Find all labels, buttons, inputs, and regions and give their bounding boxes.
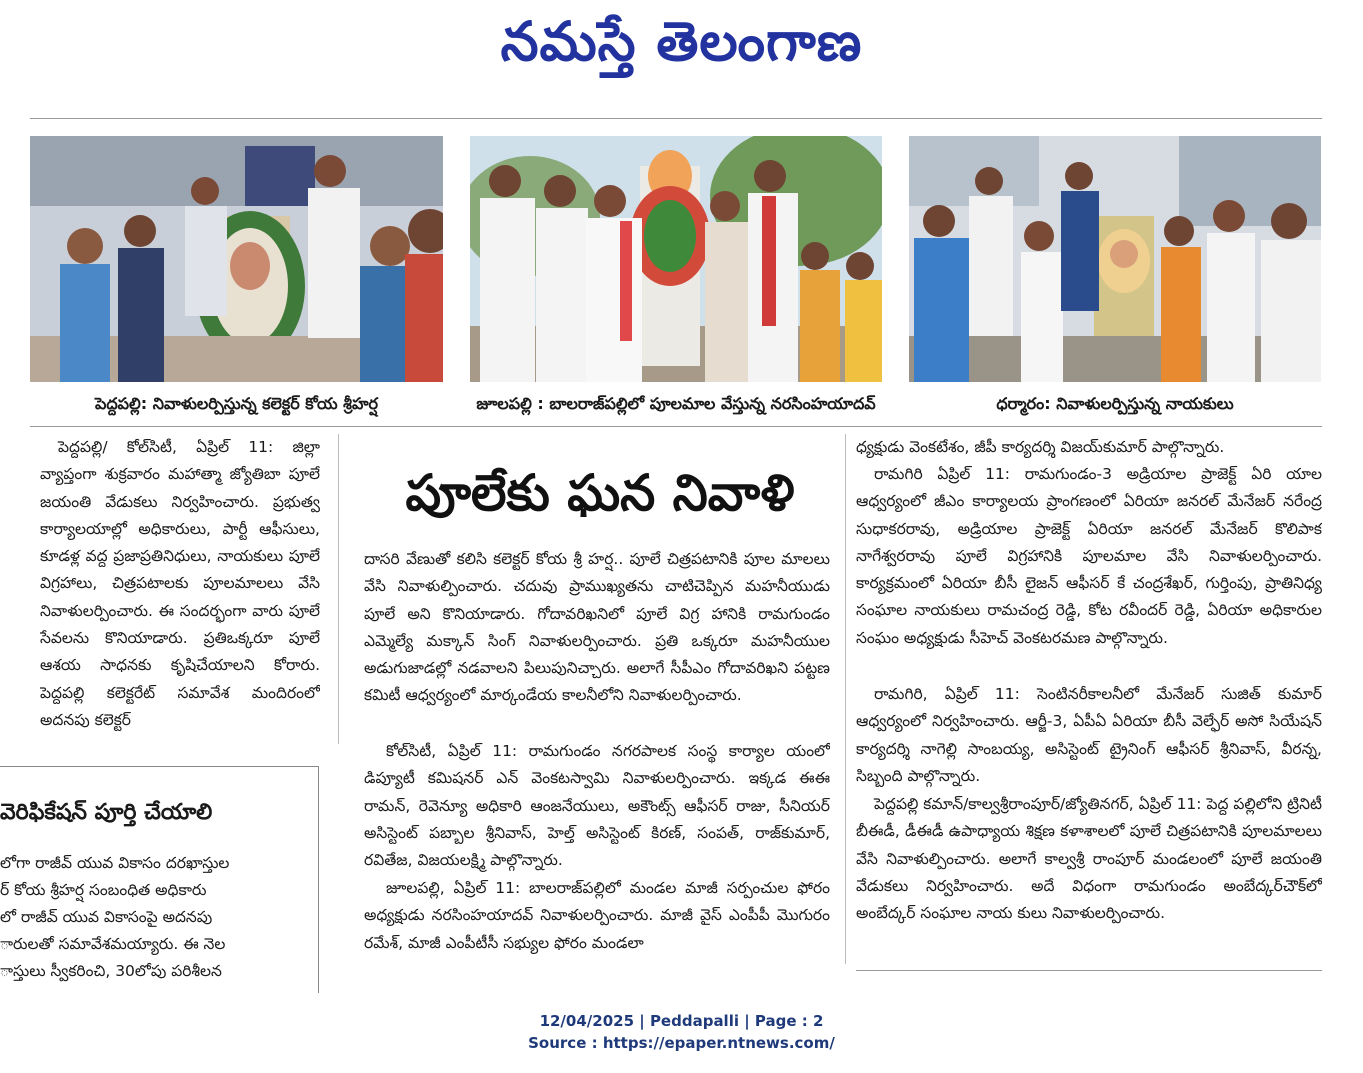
sidebox-line: ాస్తులు స్వీకరించి, 30లోపు పరిశీలన	[0, 962, 222, 980]
photo-caption-peddapalli: పెద్దపల్లి: నివాళులర్పిస్తున్న కలెక్టర్ కోయ శ్రీహర్ష	[95, 394, 378, 413]
article-paragraph: పెద్దపల్లి కమాన్/కాల్వశ్రీరాంపూర్/జ్యోతినగర్, ఏప్రిల్ 11: పెద్ద పల్లిలోని ట్రినిటీ బీఈడీ, డీఈడీ ఉపాధ్యాయ శిక్షణ కళాశాలలో పూలే చిత్రపటానికి పూలమాలలు వేసి నివాళుల్పించారు. అలాగే కాల్వశ్రీ రాంపూర్ మండలంలో పూలే జయంతి వేడుకలు నిర్వహించారు. అదే విధంగా రామగుండం అంబేద్కర్‌చౌక్‌లో అంబేద్కర్ సంఘాల నాయ కులు నివాళులర్పించారు.	[856, 795, 1322, 923]
photo-caption-dharmaram: ధర్మారం: నివాళులర్పిస్తున్న నాయకులు	[996, 394, 1234, 413]
article-paragraph: కోల్‌సిటీ, ఏప్రిల్ 11: రామగుండం నగరపాలక సంస్థ కార్యాల యంలో డిప్యూటీ కమిషనర్ ఎన్ వెంకటస్వామి నివాళులర్పించారు. ఇక్కడ ఈఈ రామన్, రెవెన్యూ అధికారి ఆంజనేయులు, అకౌంట్స్ ఆఫీసర్ రాజు, సీనియర్ అసిస్టెంట్ పబ్బాల శ్రీనివాస్, హెల్త్ అసిస్టెంట్ కిరణ్, సంపత్, రాజ్‌కుమార్, రవితేజ, విజయలక్ష్మి పాల్గొన్నారు.	[364, 742, 830, 870]
article-paragraph: దాసరి వేణుతో కలిసి కలెక్టర్ కోయ శ్రీ హర్ష.. పూలే చిత్రపటానికి పూల మాలలు వేసి నివాళుల్పించారు. చదువు ప్రాముఖ్యతను చాటిచెప్పిన మహనీయుడు పూలే అని కొనియాడారు. గోదావరిఖనిలో పూలే విగ్ర హానికి రామగుండం ఎమ్మెల్యే మక్కాన్ సింగ్ నివాళులర్పించారు. ప్రతి ఒక్కరూ మహనీయుల అడుగుజాడల్లో నడవాలని పిలుపునిచ్చారు. అలాగే సీపీఎం గోదావరిఖని పట్టణ కమిటీ ఆధ్వర్యంలో మార్కండేయ కాలనీలోని నివాళులర్పించారు.	[364, 550, 830, 705]
photo-julapalli	[470, 136, 882, 382]
article-paragraph: పెద్దపల్లి/ కోల్‌సిటీ, ఏప్రిల్ 11: జిల్లా వ్యాప్తంగా శుక్రవారం మహాత్మా జ్యోతిబా పూలే జయంతి వేడుకలు నిర్వహించారు. ప్రభుత్వ కార్యాలయాల్లో అధికారులు, పార్టీ ఆఫీసులు, కూడళ్ల వద్ద ప్రజాప్రతినిధులు, నాయకులు పూలే విగ్రహాలు, చిత్రపటాలకు పూలమాలలు వేసి నివాళులర్పించారు. ఈ సందర్భంగా వారు పూలే సేవలను కొనియాడారు. ప్రతిఒక్కరూ పూలే ఆశయ సాధనకు కృషిచేయాలని కోరారు. పెద్దపల్లి కలెక్టరేట్ సమావేశ మందిరంలో అదనపు కలెక్టర్	[40, 438, 320, 729]
sidebox-line: లో రాజీవ్ యువ వికాసంపై అదనపు	[0, 908, 213, 926]
column-divider	[338, 434, 339, 744]
article-paragraph: ధ్యక్షుడు వెంకటేశం, జీపీ కార్యదర్శి విజయ్‌కుమార్ పాల్గొన్నారు.	[856, 438, 1225, 456]
article-paragraph: రామగిరి ఏప్రిల్ 11: రామగుండం-3 అడ్రియాల ప్రాజెక్ట్ ఏరి యాల ఆధ్వర్యంలో జీఎం కార్యాలయ ప్రాంగణంలో ఏరియా జనరల్ మేనేజర్ నరేంద్ర సుధాకరరావు, అడ్రియాల ప్రాజెక్ట్ ఏరియా జనరల్ మేనేజర్ కొలిపాక నాగేశ్వరరావు పూలే విగ్రహానికి పూలమాల వేసి నివాళులర్పించారు. కార్యక్రమంలో ఏరియా బీసీ లైజన్ ఆఫీసర్ కే చంద్రశేఖర్, గుర్తింపు, ప్రాతినిధ్య సంఘాల నాయకులు రామచంద్ర రెడ్డి, కోట రవీందర్ రెడ్డి, ఏరియా అధికారుల సంఘం అధ్యక్షుడు సీహెచ్ వెంకటరమణ పాల్గొన్నారు.	[856, 465, 1322, 647]
article-column-1	[40, 434, 320, 746]
sidebox-body	[0, 850, 310, 990]
bottom-divider	[856, 970, 1322, 971]
article-paragraph: జూలపల్లి, ఏప్రిల్ 11: బాలరాజ్‌పల్లిలో మండల మాజీ సర్పంచుల ఫోరం అధ్యక్షుడు నరసింహయాదవ్ నివాళులర్పించారు. మాజీ వైస్ ఎంపీపీ మొగురం రమేశ్, మాజీ ఎంపీటీసీ సభ్యుల ఫోరం మండలా	[364, 879, 830, 952]
photo-caption-julapalli: జూలపల్లి : బాలరాజ్‌పల్లిలో పూలమాల వేస్తున్న నరసింహయాదవ్	[476, 394, 876, 413]
sidebox-line: ర్ కోయ శ్రీహర్ష సంబంధిత అధికారు	[0, 881, 207, 899]
column-divider	[845, 434, 846, 964]
sidebox-headline: వెరిఫికేషన్ పూర్తి చేయాలి	[0, 800, 213, 825]
article-column-3	[856, 434, 1322, 964]
masthead-title: నమస్తే తెలంగాణ	[500, 9, 863, 73]
footer-date-line: 12/04/2025 | Peddapalli | Page : 2	[539, 1012, 824, 1030]
photo-peddapalli	[30, 136, 443, 382]
footer-source-link[interactable]: Source : https://epaper.ntnews.com/	[528, 1034, 835, 1052]
caption-divider	[30, 426, 1322, 427]
article-headline: పూలేకు ఘన నివాళి	[405, 463, 795, 522]
sidebox-line: లోగా రాజీవ్ యువ వికాసం దరఖాస్తుల	[0, 854, 230, 872]
masthead-divider	[30, 118, 1322, 119]
article-paragraph: రామగిరి, ఏప్రిల్ 11: సెంటినరీకాలనీలో మేనేజర్ సుజిత్ కుమార్ ఆధ్వర్యంలో నిర్వహించారు. ఆర్జీ-3, ఏపీఏ ఏరియా బీసీ వెల్ఫేర్ అసో సియేషన్ కార్యదర్శి నాగెల్లి సాంబయ్య, అసిస్టెంట్ ట్రైనింగ్ ఆఫీసర్ శ్రీనివాస్, వీరన్న, సిబ్బంది పాల్గొన్నారు.	[856, 685, 1322, 785]
sidebox-line: ారులతో సమావేశమయ్యారు. ఈ నెల	[0, 935, 226, 953]
article-column-2	[364, 546, 830, 966]
photo-dharmaram	[909, 136, 1321, 382]
